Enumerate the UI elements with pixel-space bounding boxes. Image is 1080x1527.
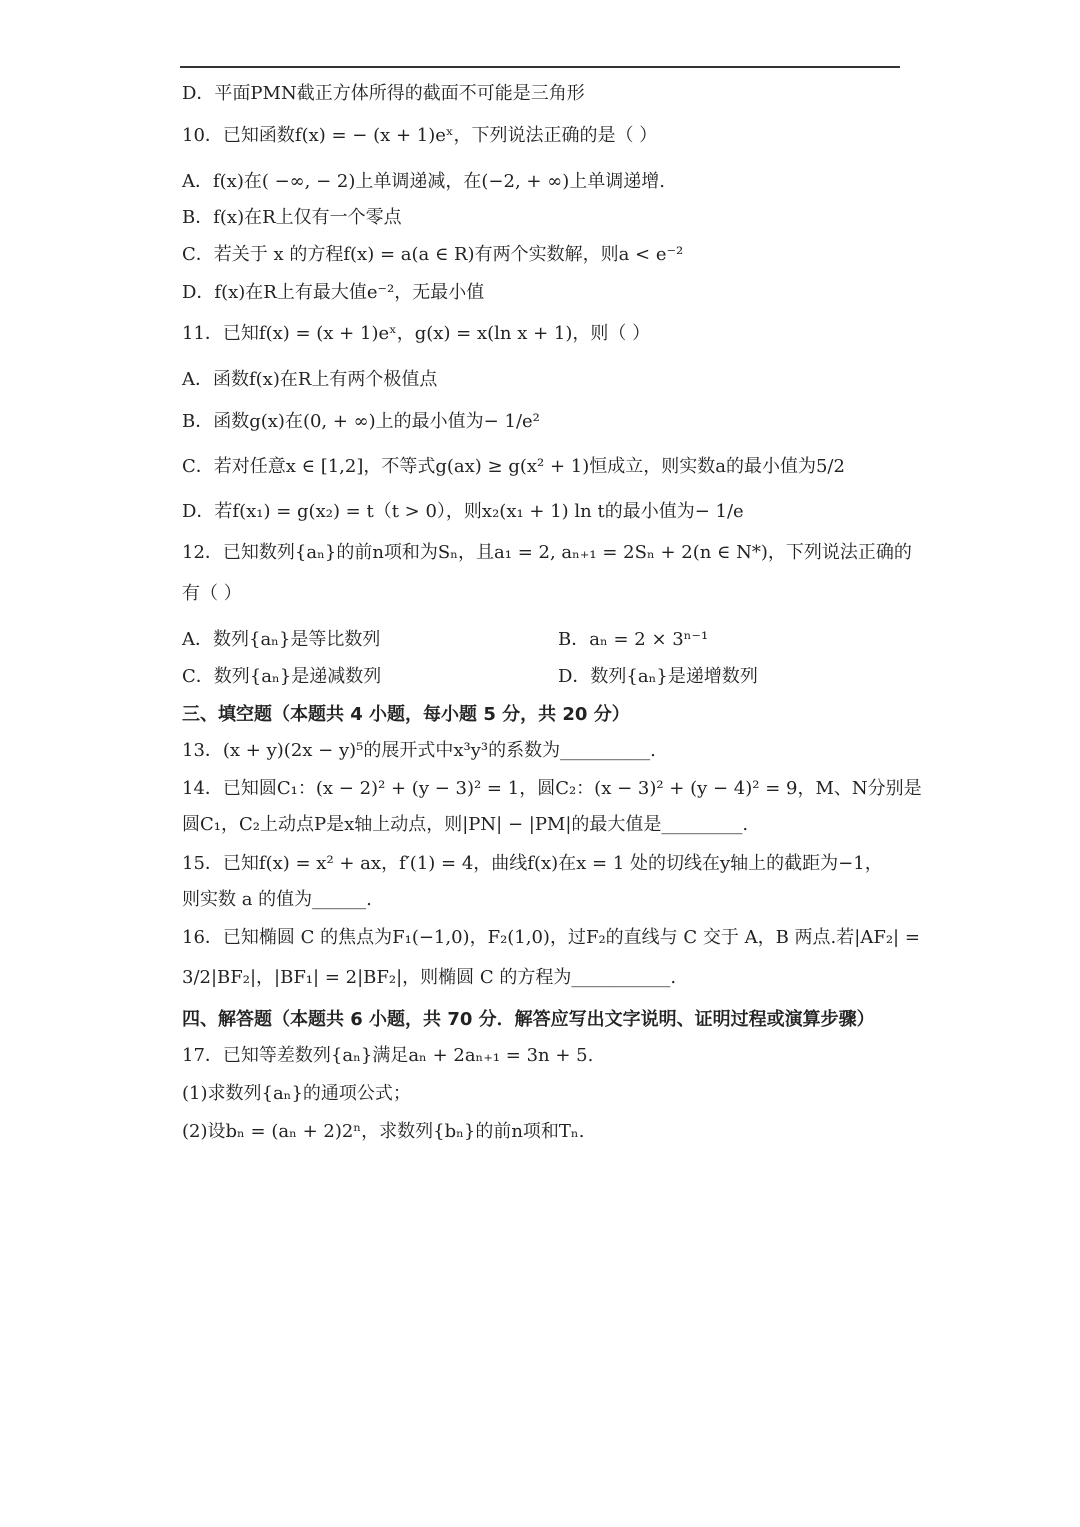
q12-stem-cont: 有（ ） — [182, 583, 242, 604]
q17-part2: (2)设bₙ = (aₙ + 2)2ⁿ，求数列{bₙ}的前n项和Tₙ. — [182, 1121, 585, 1142]
top-rule — [180, 66, 900, 68]
q9-option-d: D．平面PMN截正方体所得的截面不可能是三角形 — [182, 83, 585, 104]
q11-option-d: D．若f(x₁) = g(x₂) = t（t > 0），则x₂(x₁ + 1) ln t的最小值为− 1/e — [182, 501, 744, 522]
q10-stem: 10．已知函数f(x) = − (x + 1)eˣ，下列说法正确的是（ ） — [182, 125, 658, 146]
q10-option-c: C．若关于 x 的方程f(x) = a(a ∈ R)有两个实数解，则a < e⁻² — [182, 244, 684, 265]
q12-option-c: C．数列{aₙ}是递减数列 — [182, 666, 382, 687]
q14-line2: 圆C₁，C₂上动点P是x轴上动点，则|PN| − |PM|的最大值是_________. — [182, 814, 749, 835]
q11-option-a: A．函数f(x)在R上有两个极值点 — [182, 369, 438, 390]
q10-option-a: A．f(x)在( −∞, − 2)上单调递减，在(−2, + ∞)上单调递增. — [182, 171, 665, 192]
q16-line1: 16．已知椭圆 C 的焦点为F₁(−1,0)，F₂(1,0)，过F₂的直线与 C 交于 A，B 两点.若|AF₂| = — [182, 927, 920, 948]
q15-line2: 则实数 a 的值为______. — [182, 889, 372, 910]
q17-part1: (1)求数列{aₙ}的通项公式； — [182, 1083, 411, 1104]
q12-option-b: B．aₙ = 2 × 3ⁿ⁻¹ — [558, 629, 709, 650]
q13: 13．(x + y)(2x − y)⁵的展开式中x³y³的系数为__________. — [182, 740, 656, 761]
q11-option-c: C．若对任意x ∈ [1,2]，不等式g(ax) ≥ g(x² + 1)恒成立，则实数a的最小值为5/2 — [182, 456, 845, 477]
q12-option-d: D．数列{aₙ}是递增数列 — [558, 666, 758, 687]
q11-stem: 11．已知f(x) = (x + 1)eˣ，g(x) = x(ln x + 1)，则（ ） — [182, 323, 651, 344]
q14-line1: 14．已知圆C₁：(x − 2)² + (y − 3)² = 1，圆C₂：(x − 3)² + (y − 4)² = 9，M、N分别是 — [182, 778, 922, 799]
q12-option-a: A．数列{aₙ}是等比数列 — [182, 629, 381, 650]
section-answer-heading: 四、解答题（本题共 6 小题，共 70 分．解答应写出文字说明、证明过程或演算步骤） — [182, 1009, 875, 1030]
q16-line2: 3/2|BF₂|，|BF₁| = 2|BF₂|，则椭圆 C 的方程为___________. — [182, 967, 677, 988]
q10-option-b: B．f(x)在R上仅有一个零点 — [182, 207, 402, 228]
q10-option-d: D．f(x)在R上有最大值e⁻²，无最小值 — [182, 282, 485, 303]
section-fill-in-heading: 三、填空题（本题共 4 小题，每小题 5 分，共 20 分） — [182, 704, 630, 725]
q11-option-b: B．函数g(x)在(0, + ∞)上的最小值为− 1/e² — [182, 411, 540, 432]
q15-line1: 15．已知f(x) = x² + ax，f′(1) = 4，曲线f(x)在x = 1 处的切线在y轴上的截距为−1， — [182, 853, 883, 874]
q12-stem: 12．已知数列{aₙ}的前n项和为Sₙ，且a₁ = 2, aₙ₊₁ = 2Sₙ + 2(n ∈ N*)，下列说法正确的 — [182, 542, 912, 563]
q17-stem: 17．已知等差数列{aₙ}满足aₙ + 2aₙ₊₁ = 3n + 5. — [182, 1045, 594, 1066]
